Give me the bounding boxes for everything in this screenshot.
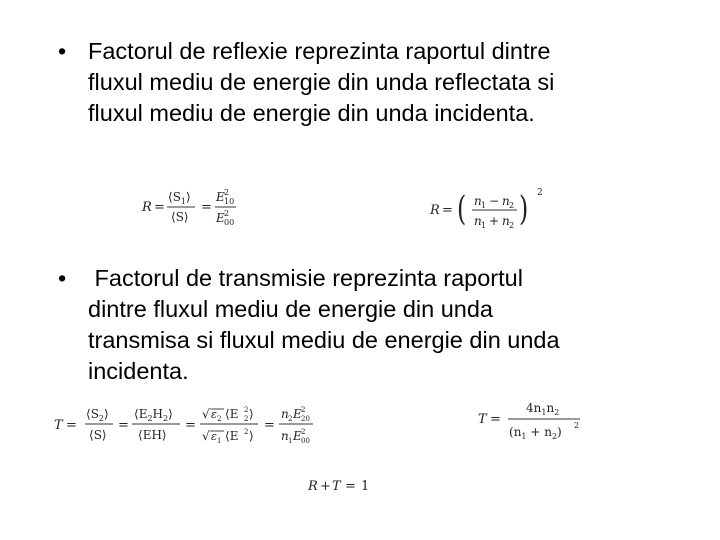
svg-text:): ) [519, 188, 529, 229]
svg-text:−: − [489, 194, 500, 208]
svg-text:=: = [185, 418, 196, 433]
bullet-marker: • [58, 265, 67, 291]
svg-text:⟩: ⟩ [249, 407, 254, 421]
bullet-marker: • [58, 38, 67, 64]
formula-sum-graphic [306, 474, 396, 498]
svg-text:10: 10 [224, 197, 235, 206]
svg-text:2: 2 [301, 406, 306, 414]
svg-text:00: 00 [224, 218, 235, 227]
svg-text:ε: ε [211, 408, 217, 421]
svg-text:2: 2 [217, 415, 222, 423]
svg-text:=: = [154, 200, 165, 215]
svg-text:n: n [502, 194, 510, 208]
formula-transmission-energy-graphic [52, 402, 372, 450]
svg-text:=: = [490, 412, 501, 427]
svg-text:n: n [281, 407, 289, 421]
svg-text:1: 1 [481, 201, 487, 210]
text-line: Factorul de transmisie reprezinta raportul [88, 265, 523, 291]
svg-text:⟨EH⟩: ⟨EH⟩ [138, 428, 167, 442]
svg-text:n: n [281, 429, 289, 443]
text-line: transmisa si fluxul mediu de energie din unda [88, 327, 560, 353]
svg-text:20: 20 [301, 415, 310, 423]
formula-sum [306, 474, 396, 501]
svg-text:⟨S1⟩: $⟨S_1⟩$ [168, 190, 191, 206]
svg-text:√: √ [202, 429, 210, 443]
svg-text:+: + [320, 479, 331, 494]
svg-text:n: n [474, 214, 482, 228]
svg-text:⟨S2⟩: $⟨S_2⟩$ [86, 407, 109, 423]
svg-text:2: 2 [244, 428, 249, 436]
svg-text:R: R [308, 479, 318, 494]
formula-reflection-index [428, 183, 558, 244]
svg-text:⟨S⟩: ⟨S⟩ [171, 210, 189, 224]
svg-text:00: 00 [301, 437, 310, 445]
bullet-reflection-text [88, 36, 554, 129]
bullet-transmission-text [88, 263, 560, 387]
svg-text:2: 2 [537, 188, 543, 198]
svg-text:⟨E: ⟨E [225, 407, 239, 421]
formula-transmission-index [476, 400, 596, 449]
svg-text:+: + [489, 214, 500, 228]
text-line: fluxul mediu de energie din unda incidenta. [88, 100, 535, 126]
formula-reflection-energy [140, 183, 260, 232]
svg-text:⟩: ⟩ [249, 429, 254, 443]
svg-text:E: E [216, 211, 225, 225]
svg-text:⟨E2H2⟩: $⟨E_2H_2⟩$ [134, 407, 173, 423]
svg-text:E: E [216, 190, 225, 204]
svg-text:2: 2 [244, 406, 249, 414]
svg-text:(: ( [457, 188, 467, 229]
text-line: Factorul de reflexie reprezinta raportul dintre [88, 38, 551, 64]
text-line: incidenta. [88, 358, 189, 384]
svg-text:E: E [293, 429, 302, 443]
svg-text:n: n [474, 194, 482, 208]
svg-text:1: 1 [217, 437, 222, 445]
svg-text:⟨S⟩: ⟨S⟩ [89, 428, 107, 442]
text-line: fluxul mediu de energie din unda reflectata si [88, 69, 555, 95]
svg-text:1: 1 [288, 437, 293, 445]
svg-text:=: = [201, 200, 212, 215]
formula-reflection-energy-graphic [140, 183, 260, 229]
svg-text:=: = [345, 479, 356, 494]
formula-transmission-index-graphic [476, 400, 596, 446]
svg-text:1: 1 [361, 479, 370, 494]
svg-text:R: R [142, 200, 152, 215]
svg-text:(n1 + n2): $(n_1 + n_2)$ [509, 425, 562, 441]
svg-text:T: T [54, 418, 63, 433]
svg-text:⟨E: ⟨E [225, 429, 239, 443]
svg-text:2: 2 [224, 209, 230, 218]
svg-text:=: = [442, 203, 453, 218]
svg-text:2: 2 [244, 415, 249, 423]
svg-text:T: T [478, 412, 487, 427]
svg-text:=: = [118, 418, 129, 433]
svg-text:4n1n2: $4n_1n_2$ [526, 401, 560, 417]
svg-text:2: 2 [301, 428, 306, 436]
formula-transmission-energy [52, 402, 372, 453]
svg-text:√: √ [202, 407, 210, 421]
svg-text:2: 2 [224, 188, 230, 197]
svg-text:T: T [332, 479, 341, 494]
svg-text:2: 2 [509, 201, 515, 210]
svg-text:ε: ε [211, 430, 217, 443]
svg-text:n: n [502, 214, 510, 228]
svg-text:2: 2 [509, 221, 515, 230]
svg-text:1: 1 [481, 221, 487, 230]
svg-text:2: 2 [288, 415, 293, 423]
svg-text:R: R [430, 203, 440, 218]
svg-text:=: = [66, 418, 77, 433]
formula-reflection-index-graphic [428, 183, 558, 241]
text-line: dintre fluxul mediu de energie din unda [88, 296, 493, 322]
svg-text:=: = [264, 418, 275, 433]
svg-text:2: 2 [574, 421, 580, 430]
svg-text:E: E [293, 407, 302, 421]
